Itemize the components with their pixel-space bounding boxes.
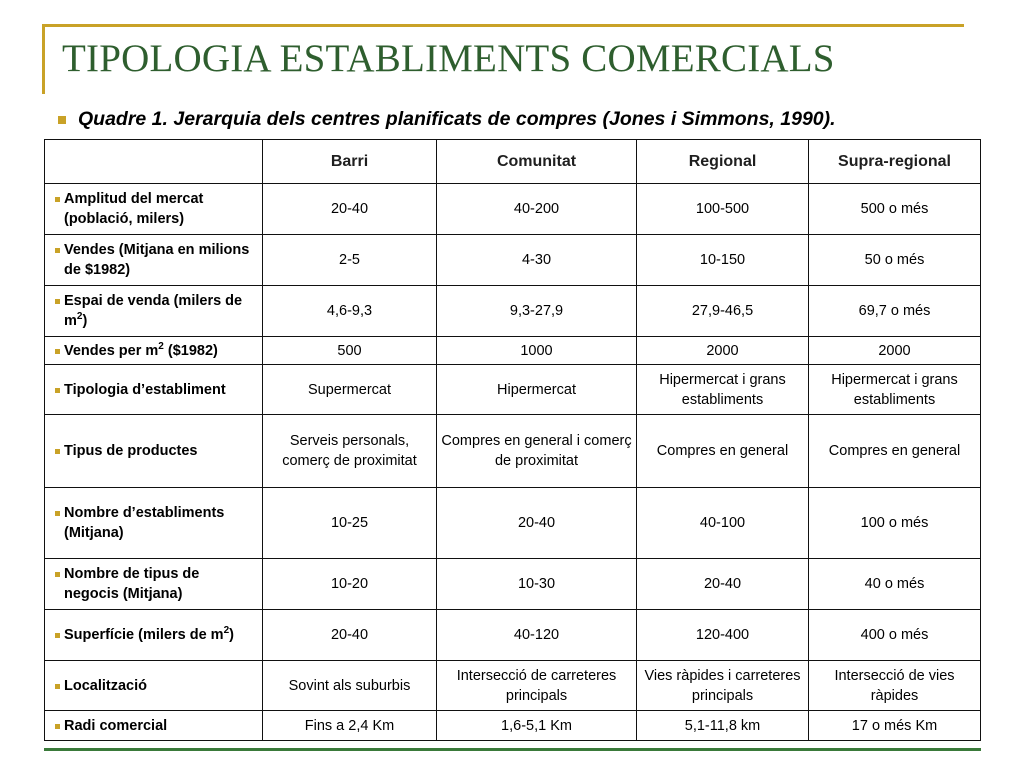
table-cell: Compres en general — [637, 415, 809, 488]
square-bullet-icon — [58, 116, 66, 124]
header-regional: Regional — [637, 140, 809, 184]
table-cell: 1,6-5,1 Km — [437, 711, 637, 741]
table-cell: 10-20 — [263, 559, 437, 610]
square-bullet-icon — [55, 388, 60, 393]
table-cell: 17 o més Km — [809, 711, 981, 741]
table-cell: 50 o més — [809, 235, 981, 286]
table-cell: 2000 — [637, 337, 809, 365]
row-label: Tipologia d’establiment — [64, 381, 226, 398]
table-row — [45, 661, 981, 711]
table-row — [45, 286, 981, 337]
square-bullet-icon — [55, 633, 60, 638]
square-bullet-icon — [55, 299, 60, 304]
table-cell: 10-30 — [437, 559, 637, 610]
table-cell: 20-40 — [637, 559, 809, 610]
table-cell: 40-200 — [437, 184, 637, 235]
row-label-cell — [45, 415, 263, 488]
table-cell: Hipermercat — [437, 365, 637, 415]
table-cell: 20-40 — [437, 488, 637, 559]
header-supra-regional: Supra-regional — [809, 140, 981, 184]
table-row — [45, 337, 981, 365]
table-cell: 120-400 — [637, 610, 809, 661]
square-bullet-icon — [55, 449, 60, 454]
table-row — [45, 711, 981, 741]
subtitle-bullet-row — [58, 108, 836, 131]
table-cell: 20-40 — [263, 184, 437, 235]
row-label-cell — [45, 286, 263, 337]
row-label-cell — [45, 711, 263, 741]
table-cell: 100 o més — [809, 488, 981, 559]
table-cell: 4,6-9,3 — [263, 286, 437, 337]
table-row — [45, 365, 981, 415]
table-cell: 27,9-46,5 — [637, 286, 809, 337]
table-cell: 100-500 — [637, 184, 809, 235]
table-cell: Compres en general — [809, 415, 981, 488]
table-cell: Compres en general i comerç de proximitat — [437, 415, 637, 488]
header-empty-cell — [45, 140, 263, 184]
table-cell: 69,7 o més — [809, 286, 981, 337]
square-bullet-icon — [55, 724, 60, 729]
header-comunitat: Comunitat — [437, 140, 637, 184]
table-caption: Quadre 1. Jerarquia dels centres planificats de compres (Jones i Simmons, 1990). — [78, 108, 836, 130]
row-label: Superfície (milers de $m^2$) — [64, 625, 234, 643]
row-label: Localització — [64, 677, 147, 694]
table-cell: 1000 — [437, 337, 637, 365]
table-cell: 10-25 — [263, 488, 437, 559]
hierarchy-table — [44, 139, 981, 741]
table-cell: 9,3-27,9 — [437, 286, 637, 337]
row-label: Vendes (Mitjana en milions de $1982) — [64, 242, 250, 278]
row-label: Nombre d’establiments (Mitjana) — [64, 505, 225, 541]
table-cell: Fins a 2,4 Km — [263, 711, 437, 741]
table-cell: 10-150 — [637, 235, 809, 286]
header-barri: Barri — [263, 140, 437, 184]
title-frame-top-rule — [42, 24, 964, 27]
table-cell: 500 — [263, 337, 437, 365]
row-label-cell — [45, 488, 263, 559]
table-cell: 2-5 — [263, 235, 437, 286]
row-label-cell — [45, 661, 263, 711]
table-cell: 4-30 — [437, 235, 637, 286]
table-cell: 500 o més — [809, 184, 981, 235]
slide-title: TIPOLOGIA ESTABLIMENTS COMERCIALS — [62, 37, 835, 80]
table-cell: Hipermercat i grans establiments — [637, 365, 809, 415]
row-label-cell — [45, 337, 263, 365]
table-cell: Intersecció de carreteres principals — [437, 661, 637, 711]
row-label: Espai de venda (milers de $m^2$) — [64, 293, 243, 329]
square-bullet-icon — [55, 248, 60, 253]
row-label-cell — [45, 184, 263, 235]
row-label-cell — [45, 559, 263, 610]
row-label: Vendes per $m^2$ ($1982) — [64, 340, 218, 359]
table-cell: 40-100 — [637, 488, 809, 559]
square-bullet-icon — [55, 511, 60, 516]
table-cell: 2000 — [809, 337, 981, 365]
square-bullet-icon — [55, 349, 60, 354]
table-cell: Intersecció de vies ràpides — [809, 661, 981, 711]
table-cell: Vies ràpides i carreteres principals — [637, 661, 809, 711]
table-cell: Serveis personals, comerç de proximitat — [263, 415, 437, 488]
table-row — [45, 415, 981, 488]
row-label: Tipus de productes — [64, 443, 198, 459]
row-label-cell — [45, 365, 263, 415]
row-label: Nombre de tipus de negocis (Mitjana) — [64, 566, 200, 602]
table-row — [45, 559, 981, 610]
title-frame-left-rule — [42, 24, 45, 94]
table-row — [45, 235, 981, 286]
table-cell: Hipermercat i grans establiments — [809, 365, 981, 415]
table-row — [45, 488, 981, 559]
square-bullet-icon — [55, 684, 60, 689]
square-bullet-icon — [55, 572, 60, 577]
square-bullet-icon — [55, 197, 60, 202]
table-cell: 5,1-11,8 km — [637, 711, 809, 741]
table-cell: 40-120 — [437, 610, 637, 661]
table-cell: 20-40 — [263, 610, 437, 661]
table-header-row — [45, 140, 981, 184]
table-bottom-rule — [44, 748, 981, 751]
table-row — [45, 184, 981, 235]
table-cell: Supermercat — [263, 365, 437, 415]
row-label: Amplitud del mercat (població, milers) — [64, 191, 204, 227]
table-cell: Sovint als suburbis — [263, 661, 437, 711]
row-label: Radi comercial — [64, 717, 168, 734]
table-cell: 40 o més — [809, 559, 981, 610]
row-label-cell — [45, 610, 263, 661]
row-label-cell — [45, 235, 263, 286]
table-row — [45, 610, 981, 661]
table-cell: 400 o més — [809, 610, 981, 661]
